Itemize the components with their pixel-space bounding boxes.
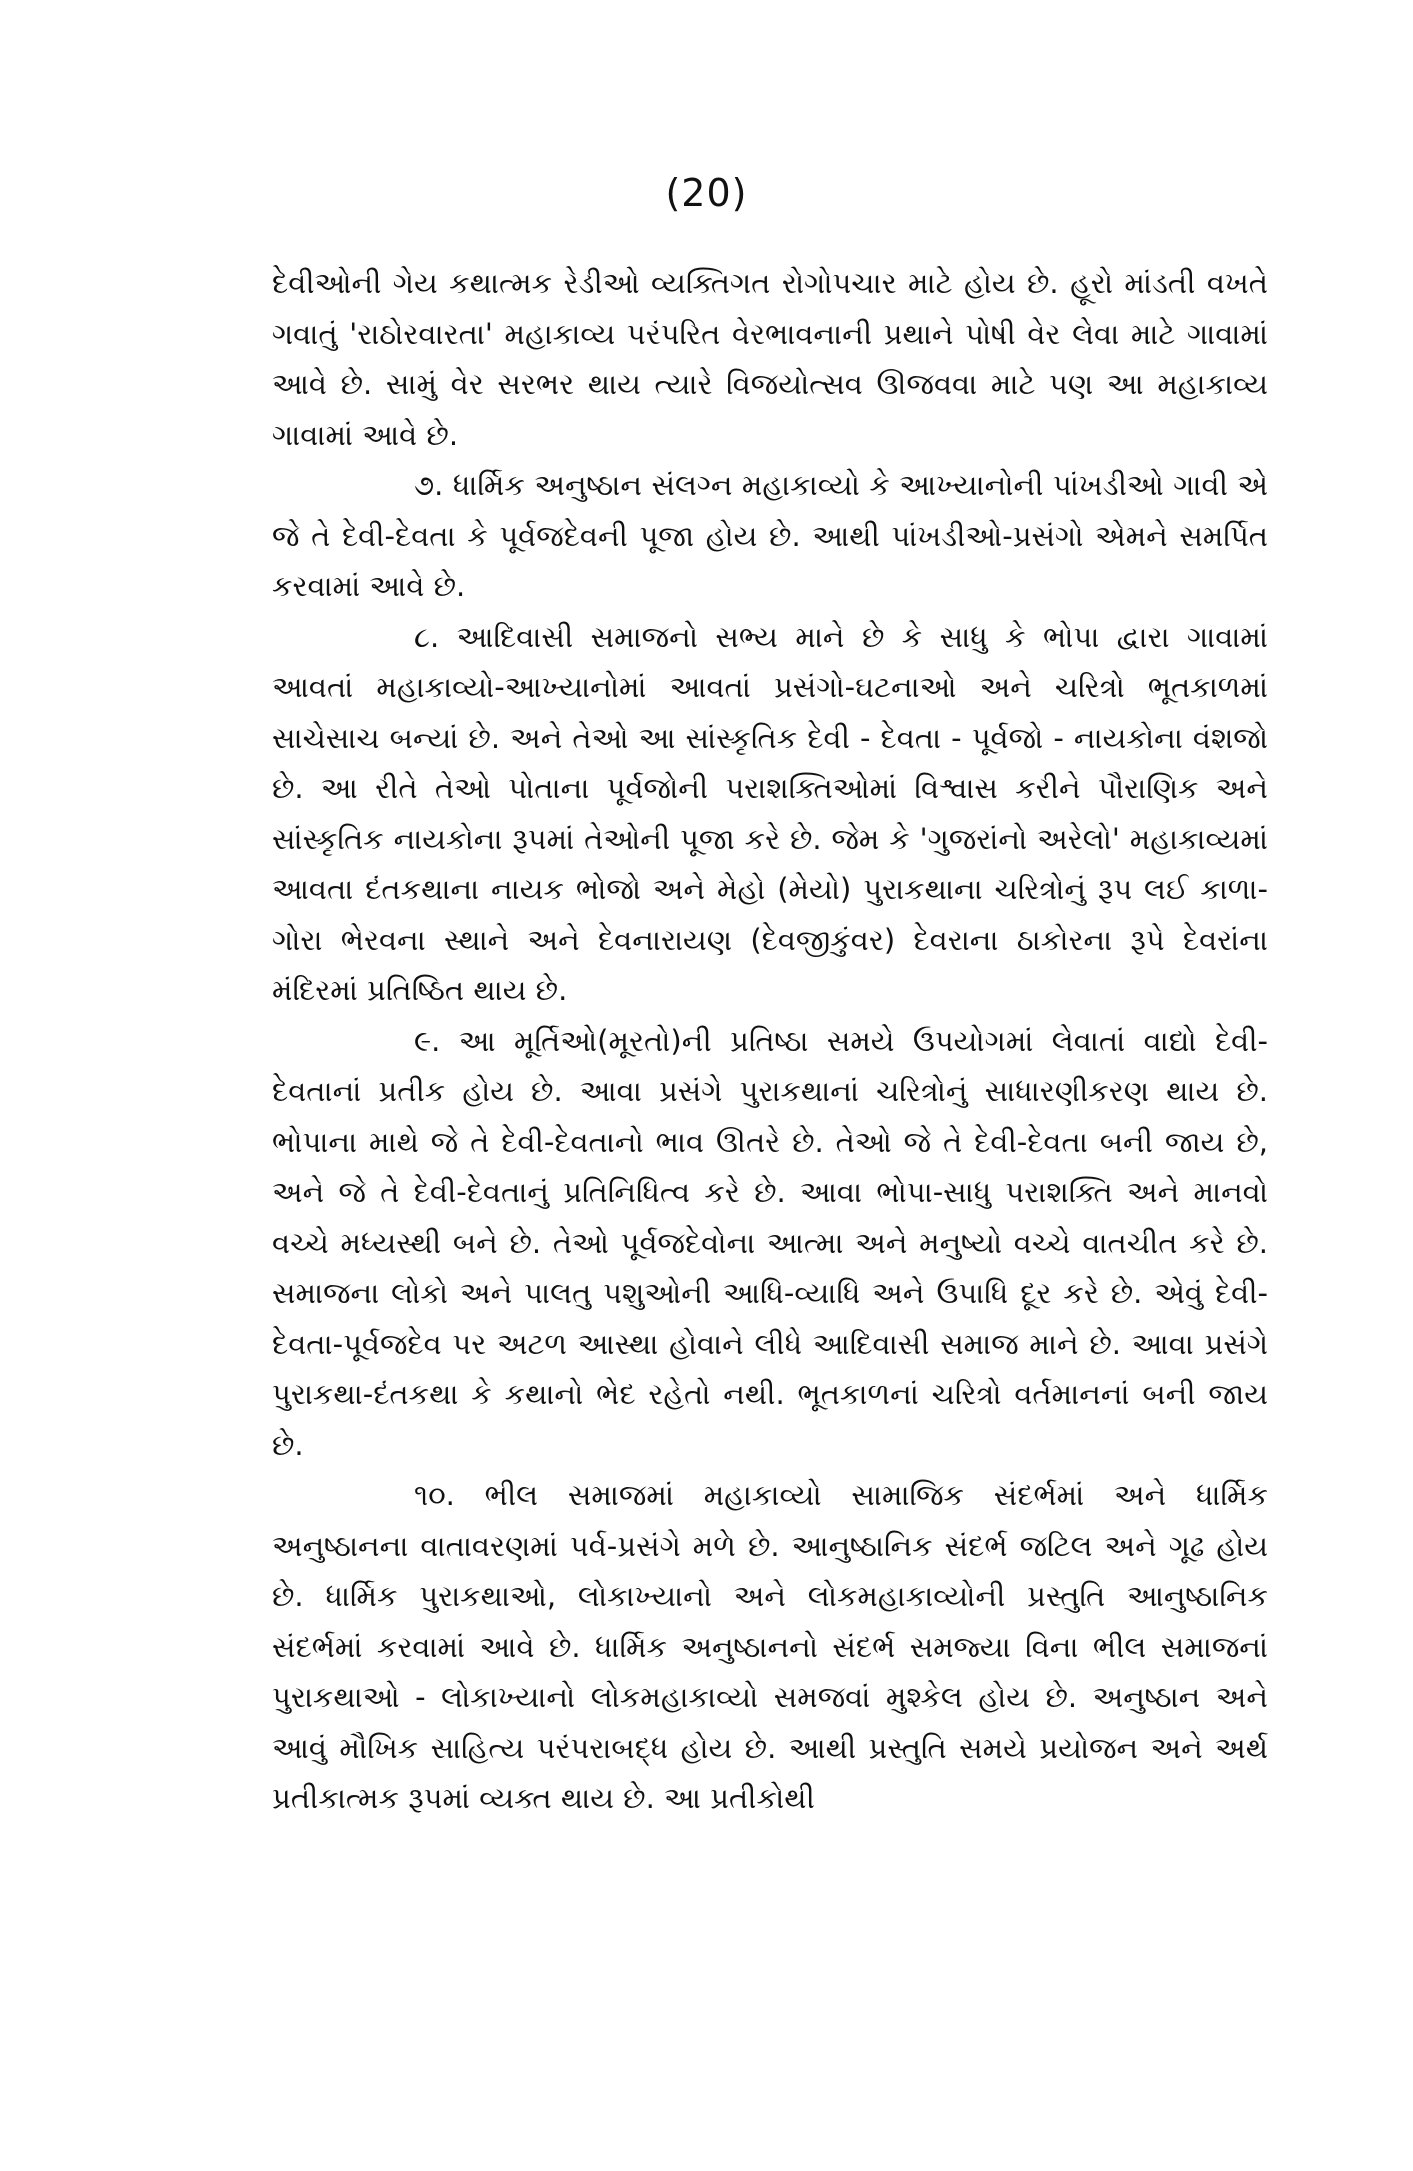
page-number: (20) [665,171,748,215]
paragraph-continuation: દેવીઓની ગેય કથાત્મક રેડીઓ વ્યક્તિગત રોગોપચાર માટે હોય છે. હૂરો માંડતી વખતે ગવાતું 'રાઠોરવારતા' મહાકાવ્ય પરંપરિત વેરભાવનાની પ્રથાને પોષી વેર લેવા માટે ગાવામાં આવે છે. સામું વેર સરભર થાય ત્યારે વિજયોત્સવ ઊજવવા માટે પણ આ મહાકાવ્ય ગાવામાં આવે છે. [272,266,1268,452]
paragraph-9: ૯. આ મૂર્તિઓ(મૂરતો)ની પ્રતિષ્ઠા સમયે ઉપયોગમાં લેવાતાં વાદ્યો દેવી-દેવતાનાં પ્રતીક હોય છે. આવા પ્રસંગે પુરાકથાનાં ચરિત્રોનું સાધારણીકરણ થાય છે. ભોપાના માથે જે તે દેવી-દેવતાનો ભાવ ઊતરે છે. તેઓ જે તે દેવી-દેવતા બની જાય છે, અને જે તે દેવી-દેવતાનું પ્રતિનિધિત્વ કરે છે. આવા ભોપા-સાધુ પરાશક્તિ અને માનવો વચ્ચે મધ્યસ્થી બને છે. તેઓ પૂર્વજદેવોના આત્મા અને મનુષ્યો વચ્ચે વાતચીત કરે છે. સમાજના લોકો અને પાલતુ પશુઓની આધિ-વ્યાધિ અને ઉપાધિ દૂર કરે છે. એવું દેવી-દેવતા-પૂર્વજદેવ પર અટળ આસ્થા હોવાને લીધે આદિવાસી સમાજ માને છે. આવા પ્રસંગે પુરાકથા-દંતકથા કે કથાનો ભેદ રહેતો નથી. ભૂતકાળનાં ચરિત્રો વર્તમાનનાં બની જાય છે. [272,1023,1268,1462]
body-text [272,258,1268,1824]
paragraph-10: ૧૦. ભીલ સમાજમાં મહાકાવ્યો સામાજિક સંદર્ભમાં અને ધાર્મિક અનુષ્ઠાનના વાતાવરણમાં પર્વ-પ્રસંગે મળે છે. આનુષ્ઠાનિક સંદર્ભ જટિલ અને ગૂઢ હોય છે. ધાર્મિક પુરાકથાઓ, લોકાખ્યાનો અને લોકમહાકાવ્યોની પ્રસ્તુતિ આનુષ્ઠાનિક સંદર્ભમાં કરવામાં આવે છે. ધાર્મિક અનુષ્ઠાનનો સંદર્ભ સમજ્યા વિના ભીલ સમાજનાં પુરાકથાઓ - લોકાખ્યાનો લોકમહાકાવ્યો સમજવાં મુશ્કેલ હોય છે. અનુષ્ઠાન અને આવું મૌખિક સાહિત્ય પરંપરાબદ્ધ હોય છે. આથી પ્રસ્તુતિ સમયે પ્રયોજન અને અર્થ પ્રતીકાત્મક રૂપમાં વ્યક્ત થાય છે. આ પ્રતીકોથી [272,1478,1268,1815]
paragraph-8: ૮. આદિવાસી સમાજનો સભ્ય માને છે કે સાધુ કે ભોપા દ્વારા ગાવામાં આવતાં મહાકાવ્યો-આખ્યાનોમાં આવતાં પ્રસંગો-ઘટનાઓ અને ચરિત્રો ભૂતકાળમાં સાચેસાચ બન્યાં છે. અને તેઓ આ સાંસ્કૃતિક દેવી - દેવતા - પૂર્વજો - નાયકોના વંશજો છે. આ રીતે તેઓ પોતાના પૂર્વજોની પરાશક્તિઓમાં વિશ્વાસ કરીને પૌરાણિક અને સાંસ્કૃતિક નાયકોના રૂપમાં તેઓની પૂજા કરે છે. જેમ કે 'ગુજરાંનો અરેલો' મહાકાવ્યમાં આવતા દંતકથાના નાયક ભોજો અને મેહો (મેયો) પુરાકથાના ચરિત્રોનું રૂપ લઈ કાળા-ગોરા ભેરવના સ્થાને અને દેવનારાયણ (દેવજીકુંવર) દેવરાના ઠાકોરના રૂપે દેવરાંના મંદિરમાં પ્રતિષ્ઠિત થાય છે. [272,619,1268,1007]
paragraph-7: ૭. ધાર્મિક અનુષ્ઠાન સંલગ્ન મહાકાવ્યો કે આખ્યાનોની પાંખડીઓ ગાવી એ જે તે દેવી-દેવતા કે પૂર્વજદેવની પૂજા હોય છે. આથી પાંખડીઓ-પ્રસંગો એમને સમર્પિત કરવામાં આવે છે. [272,468,1268,603]
